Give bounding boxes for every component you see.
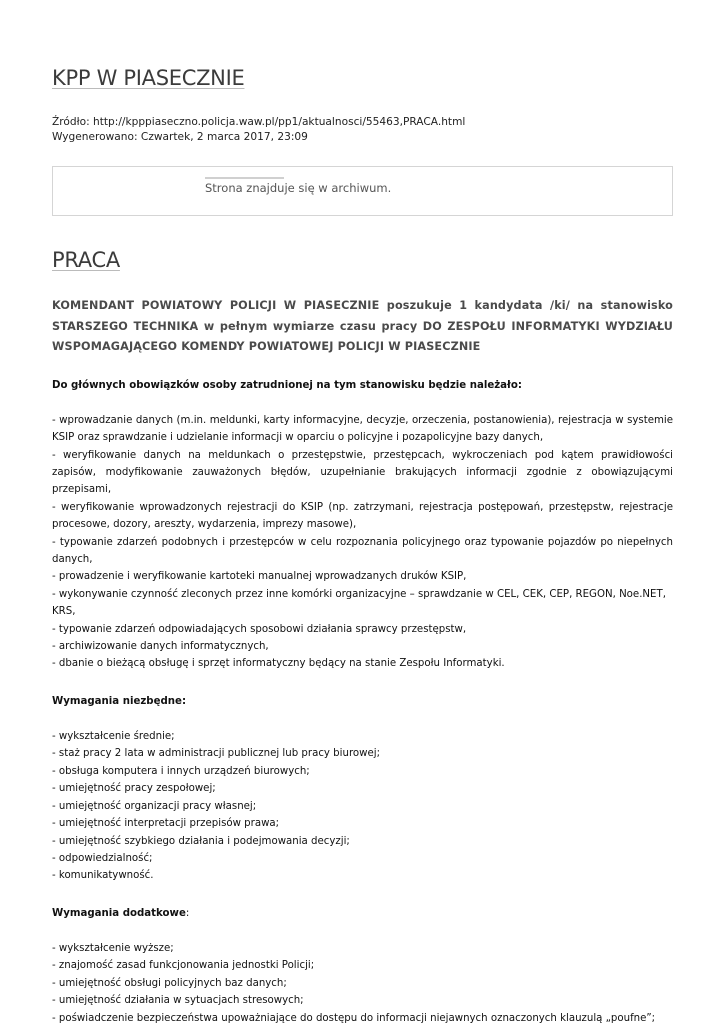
- list-item: - umiejętność pracy zespołowej;: [52, 783, 216, 795]
- list-item: - weryfikowanie wprowadzonych rejestracji do KSIP (np. zatrzymani, rejestracja postępowań, przestępstw, rejestracje procesowe, dozory, areszty, wydarzenia, imprezy masowe),: [52, 501, 673, 531]
- document-meta: [52, 115, 465, 144]
- list-item: - umiejętność interpretacji przepisów prawa;: [52, 818, 280, 830]
- additional-list: [52, 940, 673, 1027]
- list-item: - odpowiedzialność;: [52, 852, 153, 864]
- list-item: - wykonywanie czynność zleconych przez inne komórki organizacyjne – sprawdzanie w CEL, CEK, CEP, REGON, Noe.NET, KRS,: [52, 588, 666, 618]
- required-heading: Wymagania niezbędne:: [52, 696, 187, 708]
- additional-heading-line: [52, 905, 673, 922]
- list-item: - umiejętność organizacji pracy własnej;: [52, 800, 257, 812]
- list-item: - umiejętność działania w sytuacjach stresowych;: [52, 995, 304, 1007]
- list-item: - komunikatywność.: [52, 870, 154, 882]
- archive-notice-text: Strona znajduje się w archiwum.: [205, 181, 392, 195]
- article-body: [52, 377, 673, 1027]
- additional-heading: Wymagania dodatkowe: [52, 908, 186, 920]
- list-item: - znajomość zasad funkcjonowania jednostki Policji;: [52, 960, 315, 972]
- list-item: - obsługa komputera i innych urządzeń biurowych;: [52, 765, 310, 777]
- list-item: - archiwizowanie danych informatycznych,: [52, 641, 269, 653]
- list-item: - wykształcenie średnie;: [52, 731, 175, 743]
- list-item: - wykształcenie wyższe;: [52, 942, 174, 954]
- additional-heading-colon: :: [185, 908, 190, 920]
- generated-date: Wygenerowano: Czwartek, 2 marca 2017, 23:09: [52, 130, 308, 143]
- archive-divider: [205, 177, 284, 179]
- list-item: - wprowadzanie danych (m.in. meldunki, karty informacyjne, decyzje, orzeczenia, postanowienia), rejestracja w systemie KSIP oraz sprawdzanie i udzielanie informacji w oparciu o policyjne i pozapolicyjne bazy danych,: [52, 414, 673, 444]
- duties-heading: Do głównych obowiązków osoby zatrudnionej na tym stanowisku będzie należało:: [52, 380, 522, 391]
- article-lead: KOMENDANT POWIATOWY POLICJI W PIASECZNIE poszukuje 1 kandydata /ki/ na stanowisko STARSZEGO TECHNIKA w pełnym wymiarze czasu pracy DO ZESPOŁU INFORMATYKI WYDZIAŁU WSPOMAGAJĄCEGO KOMENDY POWIATOWEJ POLICJI W PIASECZNIE: [52, 299, 673, 353]
- list-item: - poświadczenie bezpieczeństwa upoważniające do dostępu do informacji niejawnych oznaczonych klauzulą „poufne”;: [52, 1012, 656, 1024]
- list-item: - staż pracy 2 lata w administracji publicznej lub pracy biurowej;: [52, 748, 380, 760]
- list-item: - typowanie zdarzeń odpowiadających sposobowi działania sprawcy przestępstw,: [52, 623, 467, 635]
- required-list: [52, 728, 673, 885]
- list-item: - weryfikowanie danych na meldunkach o przestępstwie, przestępcach, wykroczeniach pod kątem prawidłowości zapisów, modyfikowanie zauważonych błędów, uzupełnianie brakujących informacji zgodnie z obowiązującymi przepisami,: [52, 449, 673, 496]
- list-item: - prowadzenie i weryfikowanie kartoteki manualnej wprowadzanych druków KSIP,: [52, 571, 467, 583]
- list-item: - typowanie zdarzeń podobnych i przestępców w celu rozpoznania policyjnego oraz typowanie pojazdów po niepełnych danych,: [52, 536, 673, 566]
- duties-list: [52, 412, 673, 673]
- site-title: KPP W PIASECZNIE: [52, 66, 245, 90]
- archive-notice-box: [52, 166, 673, 216]
- source-url: Źródło: http://kpppiaseczno.policja.waw.pl/pp1/aktualnosci/55463,PRACA.html: [52, 116, 466, 128]
- list-item: - dbanie o bieżącą obsługę i sprzęt informatyczny będący na stanie Zespołu Informatyki.: [52, 658, 505, 670]
- list-item: - umiejętność obsługi policyjnych baz danych;: [52, 977, 287, 989]
- article-title: PRACA: [52, 248, 120, 272]
- list-item: - umiejętność szybkiego działania i podejmowania decyzji;: [52, 835, 350, 847]
